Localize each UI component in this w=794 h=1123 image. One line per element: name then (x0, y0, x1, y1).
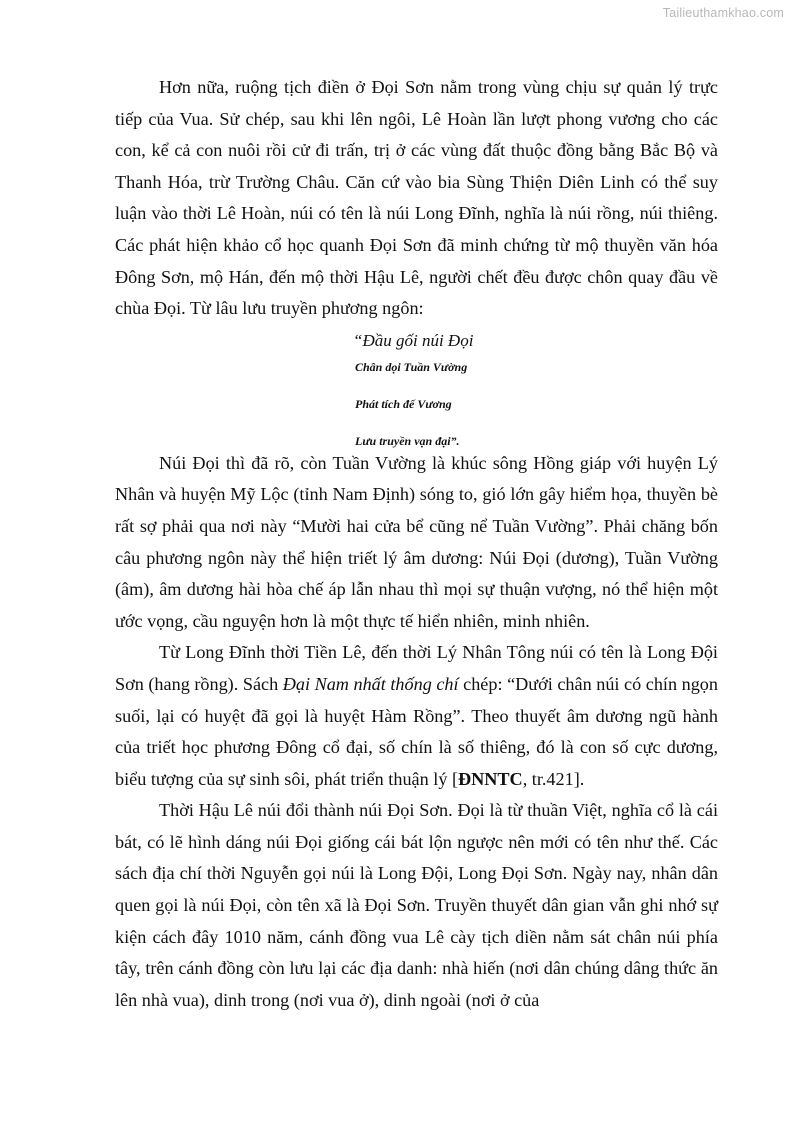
poem-line-4: Lưu truyền vạn đại”. (355, 433, 460, 448)
citation-source: ĐNNTC (458, 768, 523, 789)
poem-line-1: “Đầu gối núi Đọi (353, 330, 474, 350)
p3-text-before-title: Từ Long Đĩnh thời Tiền Lê, đến thời Lý Nhân Tông núi có tên là Long Đội Sơn (hang rồng). Sách (115, 642, 718, 694)
p3-text-after-title: chép: “Dưới chân núi có chín ngọn suối, lại có huyệt đã gọi là huyệt Hàm Rồng”. Theo thuyết âm dương ngũ hành của triết học phương Đông cổ đại, số chín là số thiêng, đó là con số cực dương, biểu tượng của sự sinh sôi, phát triển thuận lý [ (115, 673, 718, 789)
paragraph-2: Núi Đọi thì đã rõ, còn Tuần Vường là khúc sông Hồng giáp với huyện Lý Nhân và huyện Mỹ Lộc (tỉnh Nam Định) sóng to, gió lớn gây hiểm họa, thuyền bè rất sợ phải qua nơi này “Mười hai cửa bể cũng nể Tuần Vường”. Phải chăng bốn câu phương ngôn này thể hiện triết lý âm dương: Núi Đọi (dương), Tuần Vường (âm), âm dương hài hòa chế áp lẫn nhau thì mọi sự thuận vượng, nó thể hiện một ước vọng, cầu nguyện hơn là một thực tế hiển nhiên, minh nhiên. (115, 452, 718, 631)
poem-line-2: Chân dọi Tuần Vường (355, 359, 468, 374)
book-title: Đại Nam nhất thống chí (282, 673, 459, 694)
proverb-poem (115, 327, 718, 448)
paragraph-3 (115, 637, 718, 795)
paragraph-1: Hơn nữa, ruộng tịch điền ở Đọi Sơn nằm trong vùng chịu sự quản lý trực tiếp của Vua. Sử chép, sau khi lên ngôi, Lê Hoàn lần lượt phong vương cho các con, kể cả con nuôi rồi cử đi trấn, trị ở các vùng đất thuộc đồng bằng Bắc Bộ và Thanh Hóa, trừ Trường Châu. Căn cứ vào bia Sùng Thiện Diên Linh có thể suy luận vào thời Lê Hoàn, núi có tên là núi Long Đĩnh, nghĩa là núi rồng, núi thiêng. Các phát hiện khảo cổ học quanh Đọi Sơn đã minh chứng từ mộ thuyền văn hóa Đông Sơn, mộ Hán, đến mộ thời Hậu Lê, người chết đều được chôn quay đầu về chùa Đọi. Từ lâu lưu truyền phương ngôn: (115, 77, 718, 319)
document-page (115, 72, 718, 1016)
poem-line-3: Phát tích đế Vương (355, 396, 452, 411)
paragraph-4: Thời Hậu Lê núi đổi thành núi Đọi Sơn. Đọi là từ thuần Việt, nghĩa cổ là cái bát, có lẽ hình dáng núi Đọi giống cái bát lộn ngược nên mới có tên như thế. Các sách địa chí thời Nguyễn gọi núi là Long Đội, Long Đọi Sơn. Ngày nay, nhân dân quen gọi là núi Đọi, còn tên xã là Đọi Sơn. Truyền thuyết dân gian vẫn ghi nhớ sự kiện cách đây 1010 năm, cánh đồng vua Lê cày tịch diền nằm sát chân núi phía tây, trên cánh đồng còn lưu lại các địa danh: nhà hiến (nơi dân chúng dâng thức ăn lên nhà vua), dinh trong (nơi vua ở), dinh ngoài (nơi ở của (115, 800, 718, 1010)
watermark: Tailieuthamkhao.com (662, 6, 784, 20)
citation-page: , tr.421]. (522, 768, 585, 789)
